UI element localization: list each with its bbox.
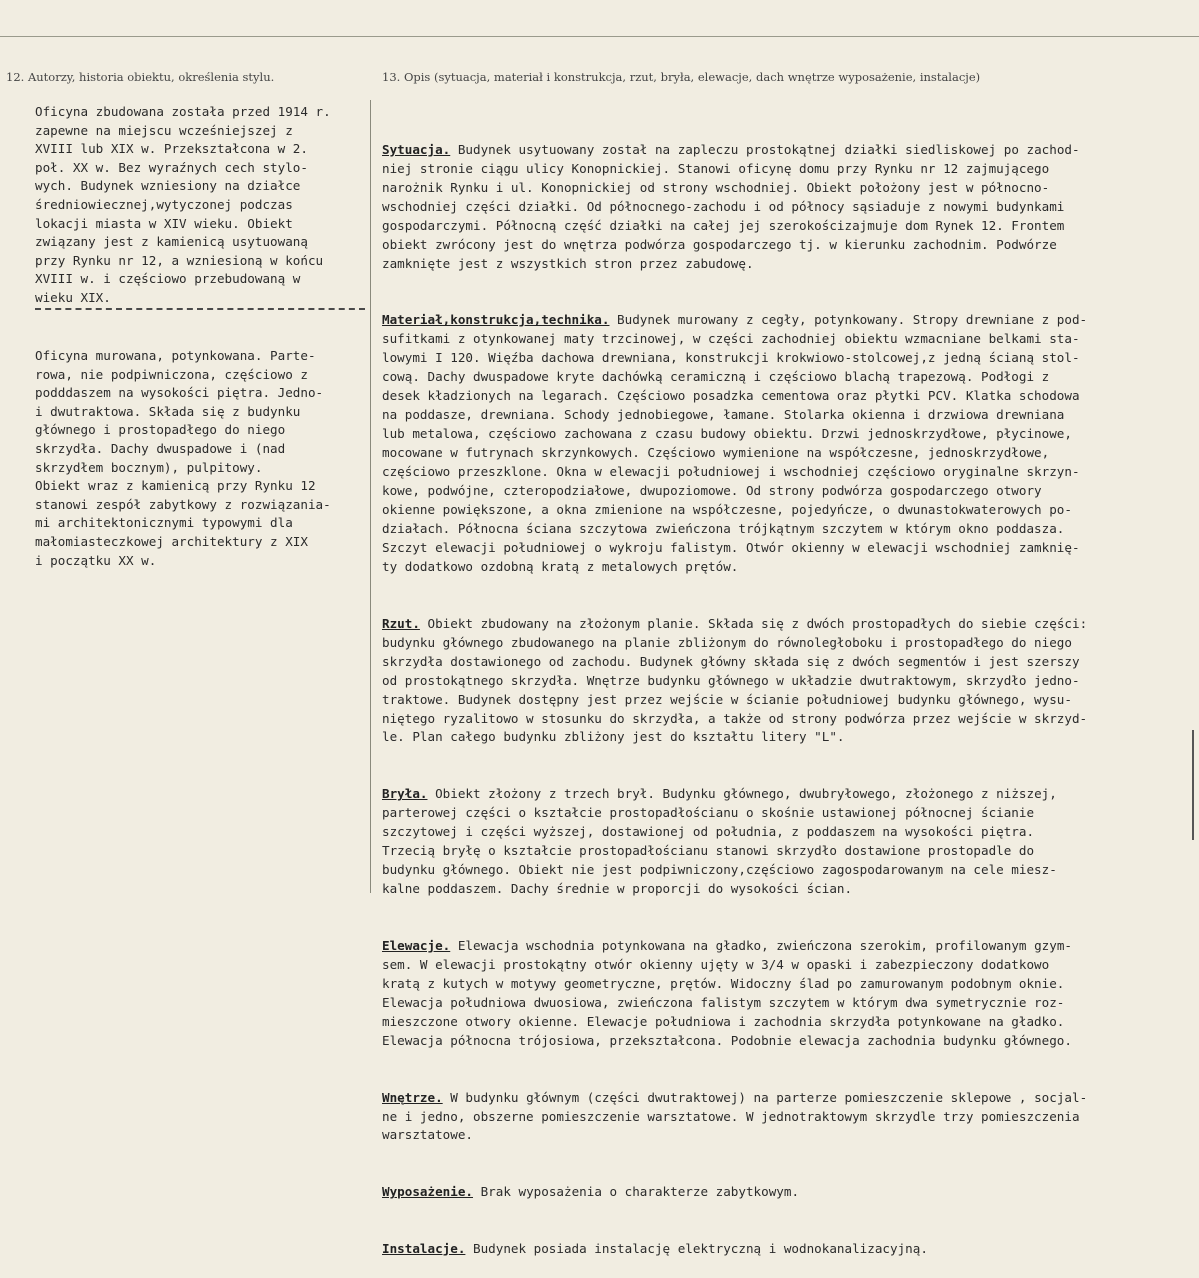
section-text: Budynek usytuowany został na zapleczu prostokątnej działki siedliskowej po zachod- niej stronie ciągu ulicy Konopnickiej. Stanowi oficynę domu przy Rynku nr 12 zajmującego narożnik Rynku i ul. Konopnickiej od strony wschodniej. Obiekt położony jest w północno- wschodniej części działki. Od północnego-zachodu i od północy sąsiaduje z nowymi budynkami gospodarczymi. Północną część działki na całej jej szerokościzajmuje dom Rynek 12. Frontem obiekt zwrócony jest do wnętrza podwórza gospodarczego tj. w kierunku zachodnim. Podwórze zamknięte jest z wszystkich stron przez zabudowę.: [382, 141, 1080, 271]
dashed-separator: [35, 308, 365, 310]
section-bryla: [382, 785, 1194, 899]
history-text: Oficyna zbudowana została przed 1914 r. zapewne na miejscu wcześniejszej z XVIII lub XIX w. Przekształcona w 2. poł. XX w. Bez wyraźnych cech stylo- wych. Budynek wzniesiony na działce średniowiecznej,wytyczonej podczas lokacji miasta w XIV wieku. Obiekt związany jest z kamienicą usytuowaną przy Rynku nr 12, a wzniesioną w końcu XVIII w. i częściowo przebudowaną w wieku XIX.: [35, 104, 331, 305]
section-text: Brak wyposażenia o charakterze zabytkowym.: [473, 1184, 800, 1200]
style-text: Oficyna murowana, potynkowana. Parte- rowa, nie podpiwniczona, częściowo z podddaszem na wysokości piętra. Jedno- i dwutraktowa. Składa się z budynku głównego i prostopadłego do niego skrzydła. Dachy dwuspadowe i (nad skrzydłem bocznym), pulpitowy. Obiekt wraz z kamienicą przy Rynku 12 stanowi zespół zabytkowy z rozwiązania- mi architektonicznymi typowymi dla małomiasteczkowej architektury z XIX i początku XX w.: [35, 348, 331, 568]
section-sytuacja: [382, 141, 1194, 274]
section-heading: Bryła.: [382, 786, 428, 802]
section-heading: Elewacje.: [382, 937, 451, 953]
section-text: Obiekt złożony z trzech brył. Budynku głównego, dwubryłowego, złożonego z niższej, parterowej części o kształcie prostopadłościanu o skośnie ustawionej północnej ścianie szczytowej i części wyższej, dostawionej od południa, z poddaszem na wysokości piętra. Trzecią bryłę o kształcie prostopadłościanu stanowi skrzydło dostawione prostopadle do budynku głównego. Obiekt nie jest podpiwniczony,częściowo zagospodarowanym na cele miesz- kalne poddaszem. Dachy średnie w proporcji do wysokości ścian.: [382, 786, 1057, 897]
section-heading: Instalacje.: [382, 1241, 466, 1257]
section-instalacje: [382, 1240, 1194, 1259]
section-text: Budynek posiada instalację elektryczną i wodnokanalizacyjną.: [465, 1241, 928, 1257]
section-heading: Materiał,konstrukcja,technika.: [382, 312, 610, 328]
section-wyposazenie: [382, 1183, 1194, 1202]
section-material: [382, 311, 1194, 576]
section-text: Budynek murowany z cegły, potynkowany. Stropy drewniane z pod- sufitkami z otynkowanej maty trzcinowej, w części zachodniej obiektu wzmacniane belkami sta- lowymi I 120. Więźba dachowa drewniana, konstrukcji krokwiowo-stolcowej,z jedną ścianą stol- cową. Dachy dwuspadowe kryte dachówką ceramiczną i częściowo blachą trapezową. Podłogi z desek kładzionych na legarach. Częściowo posadzka cementowa oraz płytki PCV. Klatka schodowa na poddasze, drewniana. Schody jednobiegowe, łamane. Stolarka okienna i drzwiowa drewniana lub metalowa, częściowo zachowana z czasu budowy obiektu. Drzwi jednoskrzydłowe, płycinowe, mocowane w futrynach skrzynkowych. Częściowo wymienione na współczesne, jednoskrzydłowe, częściowo przeszklone. Okna w elewacji południowej i wschodniej częściowo oryginalne skrzyn- kowe, podwójne, czteropodziałowe, dwupoziomowe. Od strony podwórza gospodarczego otwory okienne powiększone, a okna zmienione na współczesne, pojedyńcze, o dwunastokwaterowych po- działach. Północna ściana szczytowa zwieńczona trójkątnym szczytem w którym okno poddasza. Szczyt elewacji południowej o wykroju falistym. Otwór okienny w elewacji wschodniej zamknię- ty dodatkowo ozdobną kratą z metalowych prętów.: [382, 312, 1088, 574]
field-13-header: 13. Opis (sytuacja, materiał i konstrukcja, rzut, bryła, elewacje, dach wnętrze wyposażenie, instalacje): [382, 70, 981, 84]
section-heading: Wyposażenie.: [382, 1184, 473, 1200]
section-text: W budynku głównym (części dwutraktowej) na parterze pomieszczenie sklepowe , socjal- ne i jedno, obszerne pomieszczenie warsztatowe. W jednotraktowym skrzydle trzy pomieszczenia warsztatowe.: [382, 1089, 1088, 1143]
section-heading: Wnętrze.: [382, 1089, 443, 1105]
section-text: Elewacja wschodnia potynkowana na gładko, zwieńczona szerokim, profilowanym gzym- sem. W elewacji prostokątny otwór okienny ujęty w 3/4 w opaski i zabezpieczony dodatkowo kratą z kutych w motywy geometryczne, prętów. Widoczny ślad po zamurowanym podobnym oknie. Elewacja południowa dwuosiowa, zwieńczona falistym szczytem w którym dwa symetrycznie roz- mieszczone otwory okienne. Elewacje południowa i zachodnia skrzydła potynkowane na gładko. Elewacja północna trójosiowa, przekształcona. Podobnie elewacja zachodnia budynku głównego.: [382, 937, 1072, 1048]
section-heading: Rzut.: [382, 615, 420, 631]
description-body: [382, 103, 1194, 1278]
section-heading: Sytuacja.: [382, 141, 451, 157]
section-elewacje: [382, 937, 1194, 1051]
form-top-rule: [0, 36, 1199, 37]
section-rzut: [382, 615, 1194, 748]
column-divider: [370, 100, 371, 893]
section-wnetrze: [382, 1089, 1194, 1146]
field-12-header: 12. Autorzy, historia obiektu, określenia stylu.: [6, 70, 275, 84]
section-text: Obiekt zbudowany na złożonym planie. Składa się z dwóch prostopadłych do siebie części: budynku głównego zbudowanego na planie zbliżonym do równoległoboku i prostopadłego do niego skrzydła dostawionego od zachodu. Budynek główny składa się z dwóch segmentów i jest szerszy od prostokątnego skrzydła. Wnętrze budynku głównego w układzie dwutraktowym, skrzydło jedno- traktowe. Budynek dostępny jest przez wejście w ścianie południowej budynku głównego, wysu- niętego ryzalitowo w stosunku do skrzydła, a także od strony podwórza przez wejście w skrzyd- le. Plan całego budynku zbliżony jest do kształtu litery "L".: [382, 615, 1088, 745]
